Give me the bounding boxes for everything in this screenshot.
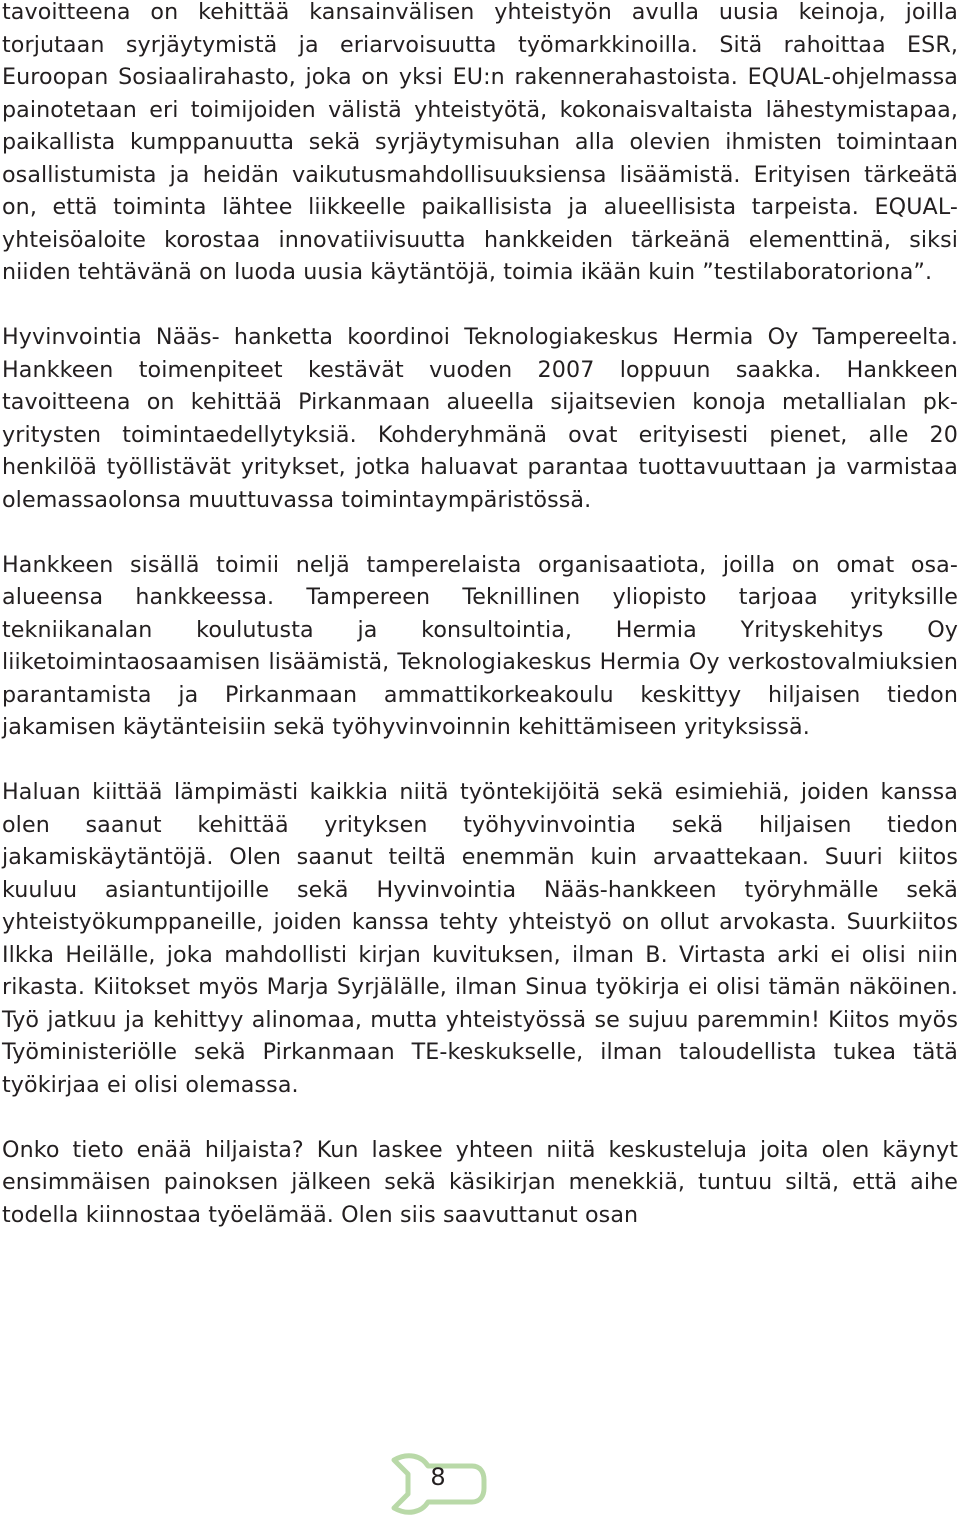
page-number: 8: [430, 1463, 446, 1491]
body-paragraph-4: Haluan kiittää lämpimästi kaikkia niitä työntekijöitä sekä esimiehiä, joiden kanssa olen saanut kehittää yrityksen työhyvinvointia sekä hiljaisen tiedon jakamiskäytäntöjä. Olen saanut teiltä enemmän kuin arvaattekaan. Suuri kiitos kuuluu asiantuntijoille sekä Hyvinvointia Nääs-hankkeen työryhmälle sekä yhteistyökumppaneille, joiden kanssa tehty yhteistyö on ollut arvokasta. Suurkiitos Ilkka Heilälle, joka mahdollisti kirjan kuvituksen, ilman B. Virtasta arki ei olisi niin rikasta. Kiitokset myös Marja Syrjälälle, ilman Sinua työkirja ei olisi tämän näköinen. Työ jatkuu ja kehittyy alinomaa, mutta yhteistyössä se sujuu paremmin! Kiitos myös Työministeriölle sekä Pirkanmaan TE-keskukselle, ilman taloudellista tukea tätä työkirjaa ei olisi olemassa.: [2, 779, 958, 1098]
body-paragraph-5: Onko tieto enää hiljaista? Kun laskee yhteen niitä keskusteluja joita olen käynyt ensimmäisen painoksen jälkeen sekä käsikirjan menekkiä, tuntuu siltä, että aihe todella kiinnostaa työelämää. Olen siis saavuttanut osan: [2, 1136, 958, 1228]
document-page: [2, 0, 958, 1231]
paragraph-spacer: [2, 744, 958, 777]
paragraph-spacer: [2, 1101, 958, 1134]
body-paragraph-2: Hyvinvointia Nääs- hanketta koordinoi Teknologiakeskus Hermia Oy Tampereelta. Hankkeen toimenpiteet kestävät vuoden 2007 loppuun saakka. Hankkeen tavoitteena on kehittää Pirkanmaan alueella sijaitsevien konoja metallialan pk-yritysten toimintaedellytyksiä. Kohderyhmänä ovat erityisesti pienet, alle 20 henkilöä työllistävät yritykset, jotka haluavat parantaa tuottavuuttaan ja varmistaa olemassaolonsa muuttuvassa toimintaympäristössä.: [2, 324, 958, 513]
paragraph-spacer: [2, 289, 958, 322]
body-paragraph-3: Hankkeen sisällä toimii neljä tamperelaista organisaatiota, joilla on omat osa-alueensa hankkeessa. Tampereen Teknillinen yliopisto tarjoaa yrityksille tekniikanalan koulutusta ja konsultointia, Hermia Yrityskehitys Oy liiketoimintaosaamisen lisäämistä, Teknologiakeskus Hermia Oy verkostovalmiuksien parantamista ja Pirkanmaan ammattikorkeakoulu keskittyy hiljaisen tiedon jakamisen käytänteisiin sekä työhyvinvoinnin kehittämiseen yrityksissä.: [2, 551, 958, 740]
body-paragraph-1: tavoitteena on kehittää kansainvälisen yhteistyön avulla uusia keinoja, joilla torjutaan syrjäytymistä ja eriarvoisuutta työmarkkinoilla. Sitä rahoittaa ESR, Euroopan Sosiaalirahasto, joka on yksi EU:n rakennerahastoista. EQUAL-ohjelmassa painotetaan eri toimijoiden välistä yhteistyötä, kokonaisvaltaista lähestymistapaa, paikallista kumppanuutta sekä syrjäytymisuhan alla olevien ihmisten toimintaan osallistumista ja heidän vaikutusmahdollisuuksiensa lisäämistä. Erityisen tärkeätä on, että toiminta lähtee liikkeelle paikallisista ja alueellisista tarpeista. EQUAL-yhteisöaloite korostaa innovatiivisuutta hankkeiden tärkeänä elementtinä, siksi niiden tehtävänä on luoda uusia käytäntöjä, toimia ikään kuin ”testilaboratoriona”.: [2, 0, 958, 285]
paragraph-spacer: [2, 516, 958, 549]
